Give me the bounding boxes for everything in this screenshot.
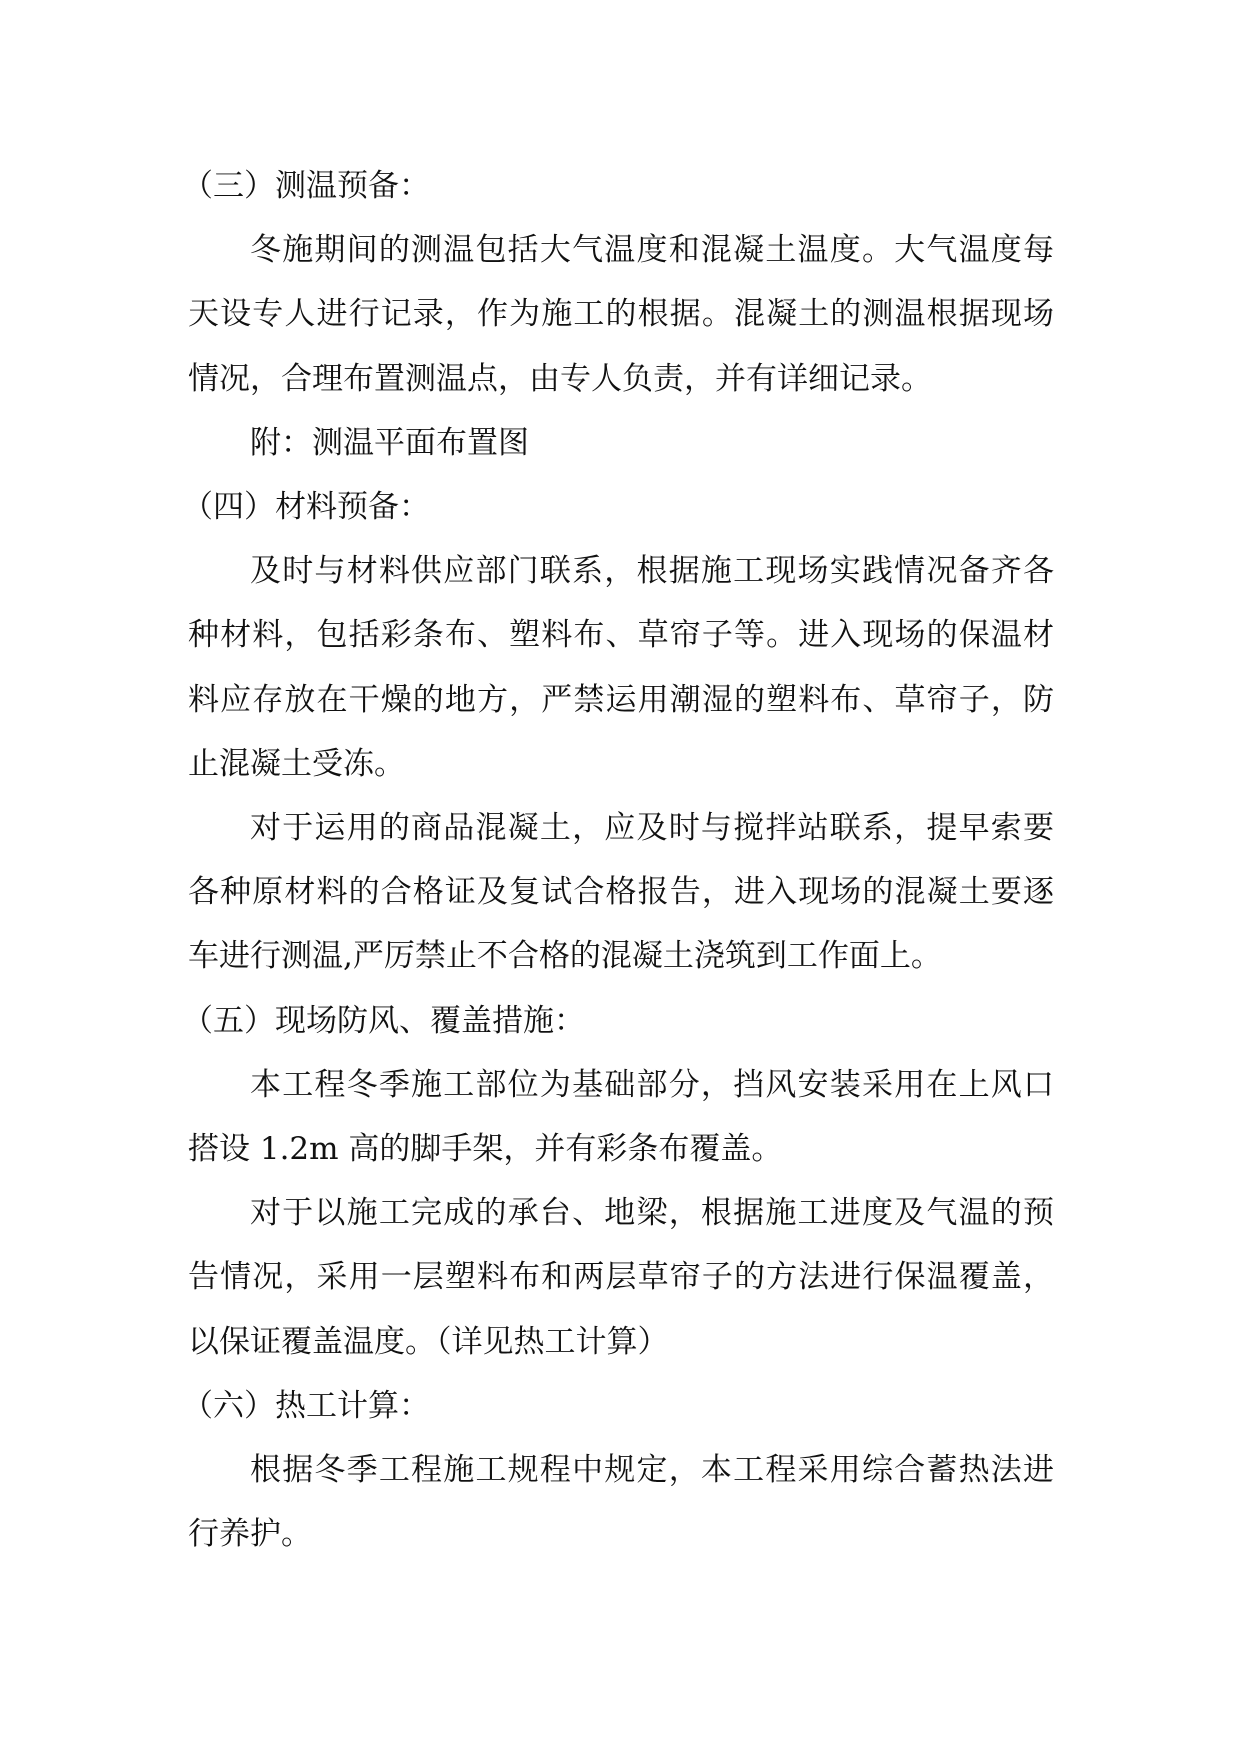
section-heading-5: （五）现场防风、覆盖措施：: [182, 1002, 585, 1039]
section-heading-4: （四）材料预备：: [182, 489, 430, 526]
paragraph-thermal-calculation: 根据冬季工程施工规程中规定，本工程采用综合蓄热法进行养护。: [188, 1452, 1054, 1553]
paragraph-material-supply: 及时与材料供应部门联系，根据施工现场实践情况备齐各种材料，包括彩条布、塑料布、草帘子等。进入现场的保温材料应存放在干燥的地方，严禁运用潮湿的塑料布、草帘子，防止混凝土受冻。: [188, 553, 1054, 782]
section-heading-3: （三）测温预备：: [182, 168, 430, 204]
document-body: [182, 154, 1054, 1566]
section-heading-6: （六）热工计算：: [182, 1387, 430, 1424]
paragraph-windbreak: 本工程冬季施工部位为基础部分，挡风安装采用在上风口搭设 1.2m 高的脚手架，并有彩条布覆盖。: [188, 1066, 1054, 1168]
paragraph-covering: 对于以施工完成的承台、地梁，根据施工进度及气温的预告情况，采用一层塑料布和两层草帘子的方法进行保温覆盖，以保证覆盖温度。（详见热工计算）: [188, 1195, 1054, 1360]
paragraph-attachment-note: 附：测温平面布置图: [250, 424, 529, 461]
paragraph-commercial-concrete: 对于运用的商品混凝土，应及时与搅拌站联系，提早索要各种原材料的合格证及复试合格报告，进入现场的混凝土要逐车进行测温,严厉禁止不合格的混凝土浇筑到工作面上。: [188, 810, 1054, 975]
paragraph-temperature-measurement: 冬施期间的测温包括大气温度和混凝土温度。大气温度每天设专人进行记录，作为施工的根据。混凝土的测温根据现场情况，合理布置测温点，由专人负责，并有详细记录。: [188, 232, 1054, 397]
